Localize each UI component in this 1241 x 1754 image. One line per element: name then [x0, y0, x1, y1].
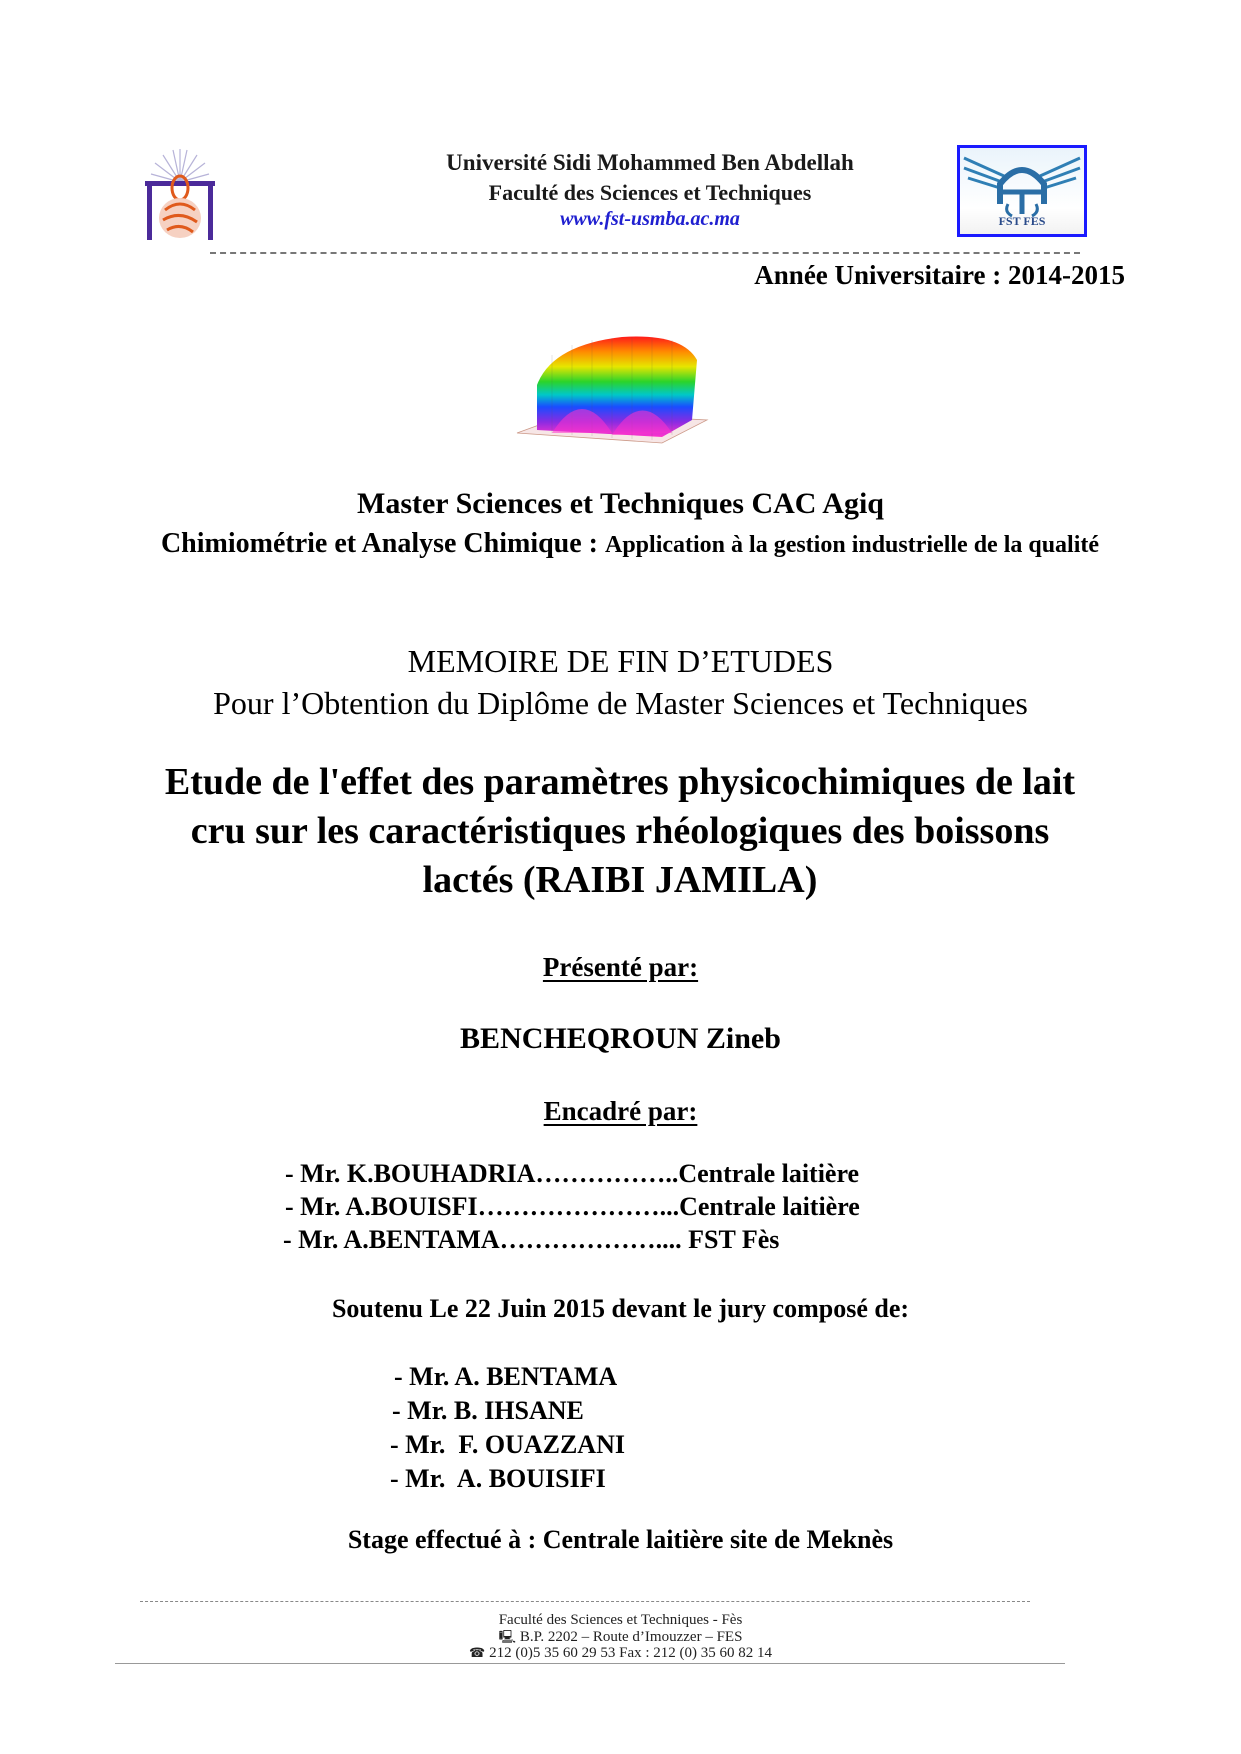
jury-member: - Mr. B. IHSANE [392, 1396, 584, 1425]
website-link[interactable]: www.fst-usmba.ac.ma [560, 208, 740, 230]
document-purpose: Pour l’Obtention du Diplôme de Master Sciences et Techniques [213, 685, 1028, 721]
supervisor-item: - Mr. K.BOUHADRIA……………..Centrale laitière [285, 1159, 860, 1188]
internship-location: Stage effectué à : Centrale laitière site de Meknès [347, 1525, 894, 1554]
university-name: Université Sidi Mohammed Ben Abdellah [446, 150, 854, 175]
supervised-by-label [0, 1096, 1241, 1127]
supervisor-item: - Mr. A.BOUISFI…………………...Centrale laitière [285, 1192, 860, 1221]
document-type: MEMOIRE DE FIN D’ETUDES [407, 643, 834, 679]
footer-phone-fax: 212 (0)5 35 60 29 53 Fax : 212 (0) 35 60 82 14 [489, 1645, 773, 1661]
header-divider [210, 252, 1080, 254]
supervisor-item: - Mr. A.BENTAMA……………….... FST Fès [283, 1225, 780, 1254]
thesis-title-line-3: lactés (RAIBI JAMILA) [422, 859, 818, 901]
academic-year: Année Universitaire : 2014-2015 [754, 260, 1125, 290]
thesis-title-line-2: cru sur les caractéristiques rhéologiques des boissons [190, 810, 1050, 852]
defense-statement: Soutenu Le 22 Juin 2015 devant le jury composé de: [331, 1294, 910, 1323]
footer-divider [140, 1601, 1030, 1602]
footer-rule [115, 1663, 1065, 1664]
jury-member: - Mr. A. BENTAMA [394, 1362, 618, 1391]
footer-faculty: Faculté des Sciences et Techniques - Fès [498, 1612, 743, 1628]
phone-icon: ☎ [468, 1645, 486, 1660]
program-specialty [100, 527, 1160, 562]
supervised-by-text: Encadré par: [543, 1096, 698, 1126]
faculty-name: Faculté des Sciences et Techniques [488, 180, 812, 205]
master-program: Master Sciences et Techniques CAC Agiq [357, 487, 884, 520]
thesis-title-line-1: Etude de l'effet des paramètres physicochimiques de lait [164, 761, 1076, 803]
logo-caption: FST FES [998, 214, 1046, 228]
presented-by-text: Présenté par: [542, 952, 699, 982]
university-logo [143, 148, 217, 240]
surface-plot-image [512, 325, 712, 450]
student-name: BENCHEQROUN Zineb [460, 1022, 781, 1055]
specialty-main: Chimiométrie et Analyse Chimique : [160, 528, 605, 559]
jury-member: - Mr. F. OUAZZANI [390, 1430, 625, 1459]
specialty-sub: Application à la gestion industrielle de la qualité [605, 532, 1100, 558]
mailbox-icon: 🖳 [498, 1629, 516, 1644]
presented-by-label [0, 952, 1241, 983]
thesis-title [90, 758, 1150, 905]
fst-fes-logo [957, 145, 1087, 237]
footer-address-text: B.P. 2202 – Route d’Imouzzer – FES [519, 1629, 743, 1645]
footer-contact [0, 1645, 1241, 1662]
jury-member: - Mr. A. BOUISIFI [390, 1464, 606, 1493]
